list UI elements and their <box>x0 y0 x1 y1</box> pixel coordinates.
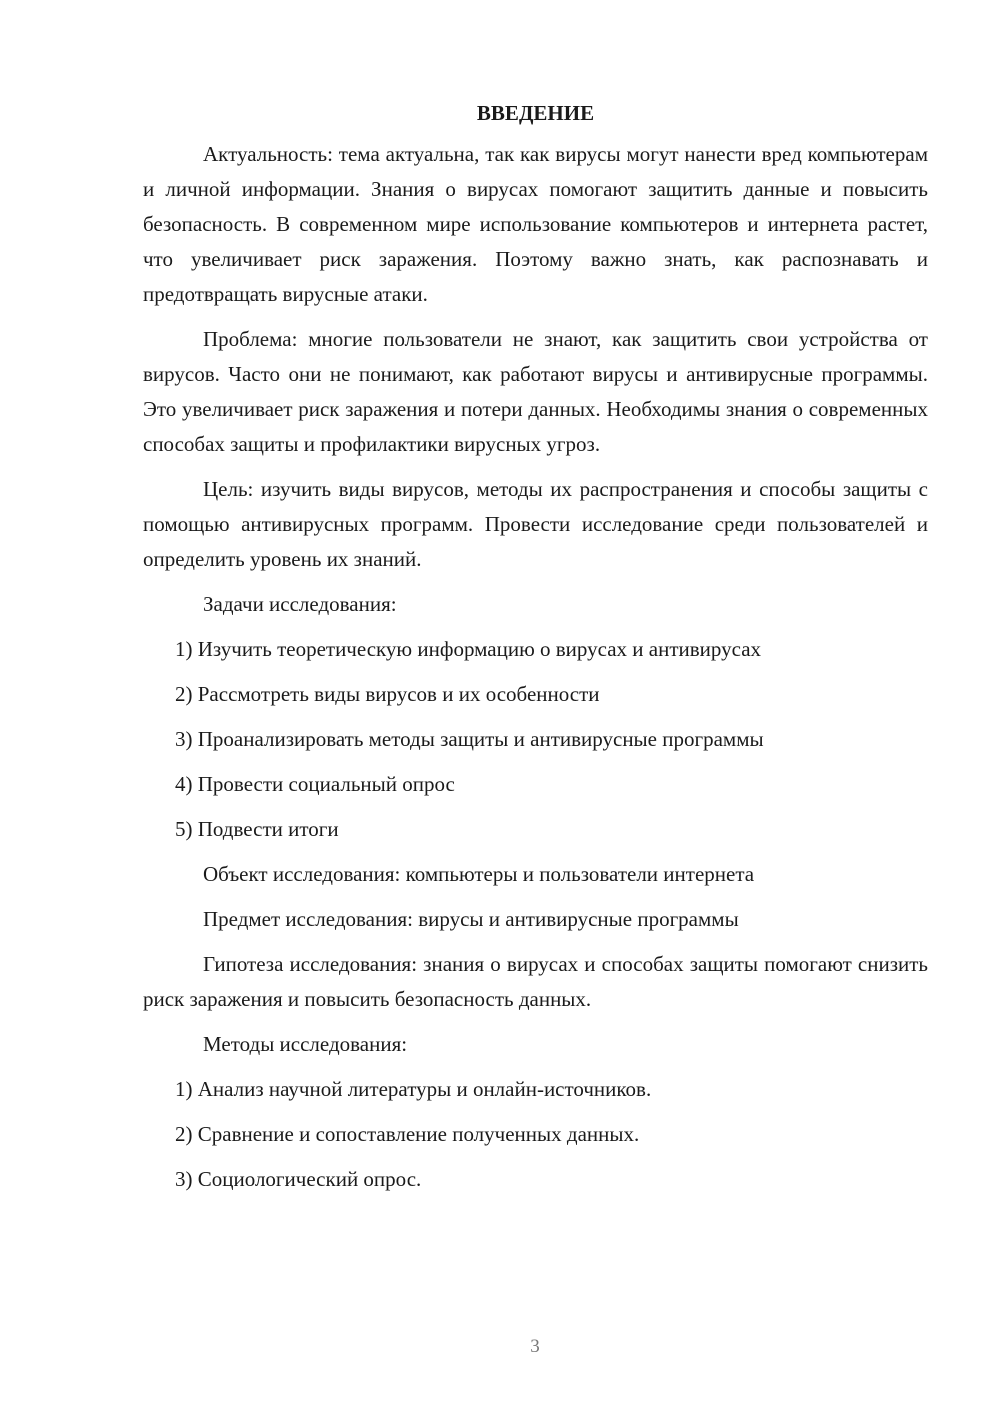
task-item: 5) Подвести итоги <box>175 817 339 841</box>
section-title: ВВЕДЕНИЕ <box>476 101 595 125</box>
method-item: 1) Анализ научной литературы и онлайн-источников. <box>175 1077 652 1101</box>
hypothesis-paragraph: Гипотеза исследования: знания о вирусах и способах защиты помогают снизить риск заражения и повысить безопасность данных. <box>143 952 928 1011</box>
document-page <box>143 96 928 1207</box>
task-item: 4) Провести социальный опрос <box>175 772 455 796</box>
page-number: 3 <box>530 1336 540 1357</box>
task-item: 1) Изучить теоретическую информацию о вирусах и антивирусах <box>175 637 762 661</box>
task-item: 2) Рассмотреть виды вирусов и их особенности <box>175 682 600 706</box>
task-item: 3) Проанализировать методы защиты и антивирусные программы <box>175 727 764 751</box>
research-subject: Предмет исследования: вирусы и антивирусные программы <box>203 907 739 931</box>
methods-heading: Методы исследования: <box>203 1032 408 1056</box>
problem-paragraph: Проблема: многие пользователи не знают, как защитить свои устройства от вирусов. Часто они не понимают, как работают вирусы и антивирусные программы. Это увеличивает риск заражения и потери данных. Необходимы знания о современных способах защиты и профилактики вирусных угроз. <box>143 327 928 456</box>
method-item: 3) Социологический опрос. <box>175 1167 422 1191</box>
goal-paragraph: Цель: изучить виды вирусов, методы их распространения и способы защиты с помощью антивирусных программ. Провести исследование среди пользователей и определить уровень их знаний. <box>143 477 928 571</box>
tasks-heading: Задачи исследования: <box>203 592 397 616</box>
research-object: Объект исследования: компьютеры и пользователи интернета <box>203 862 755 886</box>
method-item: 2) Сравнение и сопоставление полученных данных. <box>175 1122 640 1146</box>
relevance-paragraph: Актуальность: тема актуальна, так как вирусы могут нанести вред компьютерам и личной информации. Знания о вирусах помогают защитить данные и повысить безопасность. В современном мире использование компьютеров и интернета растет, что увеличивает риск заражения. Поэтому важно знать, как распознавать и предотвращать вирусные атаки. <box>143 142 928 306</box>
